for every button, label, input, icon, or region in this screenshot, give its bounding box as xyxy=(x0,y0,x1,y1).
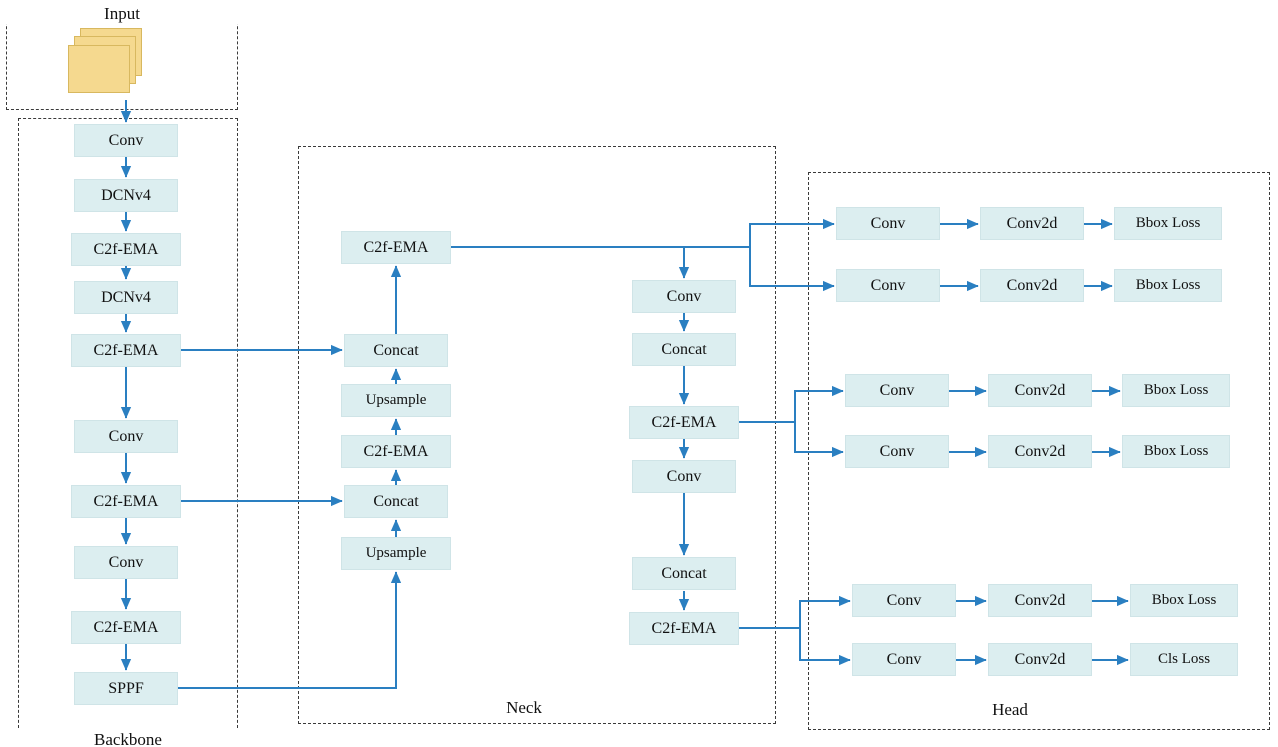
node-head-conv2d-5: Conv2d xyxy=(988,584,1092,617)
node-backbone-conv-3: Conv xyxy=(74,546,178,579)
node-head-conv2d-4: Conv2d xyxy=(988,435,1092,468)
node-head-conv-1: Conv xyxy=(836,207,940,240)
node-head-bbox-loss-4: Bbox Loss xyxy=(1122,435,1230,468)
node-neck-c2f-ema-mid: C2f-EMA xyxy=(341,435,451,468)
group-label-neck: Neck xyxy=(444,698,604,718)
node-backbone-dcnv4-2: DCNv4 xyxy=(74,281,178,314)
node-neck-c2f-ema-a: C2f-EMA xyxy=(629,406,739,439)
node-head-cls-loss: Cls Loss xyxy=(1130,643,1238,676)
node-neck-c2f-ema-top: C2f-EMA xyxy=(341,231,451,264)
node-head-bbox-loss-5: Bbox Loss xyxy=(1130,584,1238,617)
image-sheet-front xyxy=(68,45,130,93)
node-neck-concat-3: Concat xyxy=(632,333,736,366)
node-backbone-conv-2: Conv xyxy=(74,420,178,453)
node-head-conv2d-2: Conv2d xyxy=(980,269,1084,302)
node-backbone-c2f-ema-4: C2f-EMA xyxy=(71,611,181,644)
node-head-conv2d-6: Conv2d xyxy=(988,643,1092,676)
node-head-conv-2: Conv xyxy=(836,269,940,302)
node-head-conv-4: Conv xyxy=(845,435,949,468)
group-label-input: Input xyxy=(6,4,238,24)
node-head-bbox-loss-3: Bbox Loss xyxy=(1122,374,1230,407)
node-head-conv-6: Conv xyxy=(852,643,956,676)
node-neck-conv-b: Conv xyxy=(632,460,736,493)
node-neck-conv-a: Conv xyxy=(632,280,736,313)
node-head-bbox-loss-2: Bbox Loss xyxy=(1114,269,1222,302)
node-backbone-c2f-ema-3: C2f-EMA xyxy=(71,485,181,518)
node-backbone-sppf: SPPF xyxy=(74,672,178,705)
node-head-conv2d-1: Conv2d xyxy=(980,207,1084,240)
node-head-conv-3: Conv xyxy=(845,374,949,407)
node-neck-concat-1: Concat xyxy=(344,334,448,367)
node-neck-upsample-1: Upsample xyxy=(341,384,451,417)
node-head-conv2d-3: Conv2d xyxy=(988,374,1092,407)
node-neck-upsample-2: Upsample xyxy=(341,537,451,570)
node-neck-concat-2: Concat xyxy=(344,485,448,518)
node-neck-concat-4: Concat xyxy=(632,557,736,590)
group-label-backbone: Backbone xyxy=(18,730,238,747)
node-head-bbox-loss-1: Bbox Loss xyxy=(1114,207,1222,240)
node-head-conv-5: Conv xyxy=(852,584,956,617)
node-backbone-conv-1: Conv xyxy=(74,124,178,157)
input-image-stack xyxy=(68,28,168,100)
node-backbone-dcnv4-1: DCNv4 xyxy=(74,179,178,212)
node-backbone-c2f-ema-1: C2f-EMA xyxy=(71,233,181,266)
node-backbone-c2f-ema-2: C2f-EMA xyxy=(71,334,181,367)
node-neck-c2f-ema-b: C2f-EMA xyxy=(629,612,739,645)
group-label-head: Head xyxy=(930,700,1090,720)
